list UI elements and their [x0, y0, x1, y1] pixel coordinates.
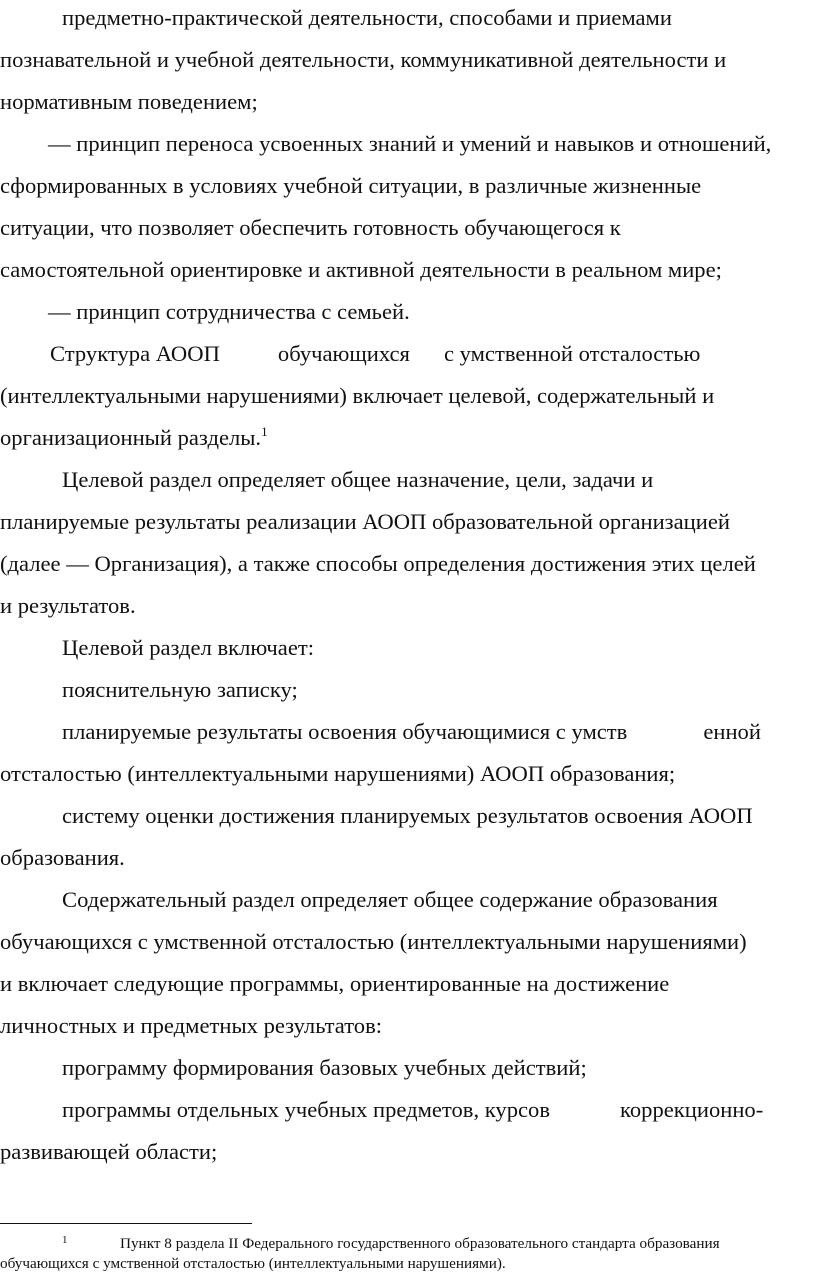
body-line: обучающихся с умственной отсталостью (интеллектуальными нарушениями)	[0, 929, 747, 954]
body-line	[0, 423, 816, 453]
text-span: коррекционно-	[620, 1097, 764, 1122]
text-span: Структура АООП	[50, 341, 220, 366]
text-span: планируемые результаты освоения обучающимися с умств	[62, 719, 628, 744]
body-line: (интеллектуальными нарушениями) включает целевой, содержательный и	[0, 383, 715, 408]
list-item: систему оценки достижения планируемых результатов освоения АООП	[62, 803, 753, 828]
body-line: (далее — Организация), а также способы определения достижения этих целей	[0, 551, 756, 576]
body-line: познавательной и учебной деятельности, коммуникативной деятельности и	[0, 47, 727, 72]
body-line: развивающей области;	[0, 1139, 218, 1164]
body-line: самостоятельной ориентировке и активной деятельности в реальном мире;	[0, 257, 722, 282]
footnote-separator	[0, 1223, 252, 1224]
paragraph-structure-line	[0, 339, 816, 369]
body-line: планируемые результаты реализации АООП образовательной организацией	[0, 509, 730, 534]
text-span: организационный разделы.	[0, 425, 262, 450]
body-line: нормативным поведением;	[0, 89, 258, 114]
text-span: енной	[703, 719, 761, 744]
text-span: программы отдельных учебных предметов, курсов	[62, 1097, 551, 1122]
body-line: Содержательный раздел определяет общее содержание образования	[62, 887, 718, 912]
footnote-line	[0, 1233, 816, 1255]
footnote-number: 1	[62, 1234, 68, 1246]
list-item: программу формирования базовых учебных действий;	[62, 1055, 587, 1080]
list-item	[0, 717, 816, 747]
text-span: обучающихся	[277, 341, 410, 366]
list-item: — принцип сотрудничества с семьей.	[48, 299, 410, 324]
body-line: личностных и предметных результатов:	[0, 1013, 383, 1038]
body-line: отсталостью (интеллектуальными нарушениями) АООП образования;	[0, 761, 676, 786]
list-item: пояснительную записку;	[62, 677, 298, 702]
body-line: и включает следующие программы, ориентированные на достижение	[0, 971, 670, 996]
body-line: ситуации, что позволяет обеспечить готовность обучающегося к	[0, 215, 621, 240]
body-line: образования.	[0, 845, 125, 870]
body-line: Целевой раздел включает:	[62, 635, 314, 660]
body-line: Целевой раздел определяет общее назначение, цели, задачи и	[62, 467, 654, 492]
body-line: сформированных в условиях учебной ситуации, в различные жизненные	[0, 173, 702, 198]
list-item	[0, 1095, 816, 1125]
footnote-line: обучающихся с умственной отсталостью (интеллектуальными нарушениями).	[0, 1255, 506, 1272]
body-line: и результатов.	[0, 593, 136, 618]
body-line: предметно-практической деятельности, способами и приемами	[62, 5, 672, 30]
text-span: с умственной отсталостью	[443, 341, 701, 366]
list-item: — принцип переноса усвоенных знаний и умений и навыков и отношений,	[48, 131, 772, 156]
footnote-text: Пункт 8 раздела II Федерального государственного образовательного стандарта образования	[120, 1235, 720, 1252]
footnote-reference[interactable]: 1	[261, 424, 268, 439]
